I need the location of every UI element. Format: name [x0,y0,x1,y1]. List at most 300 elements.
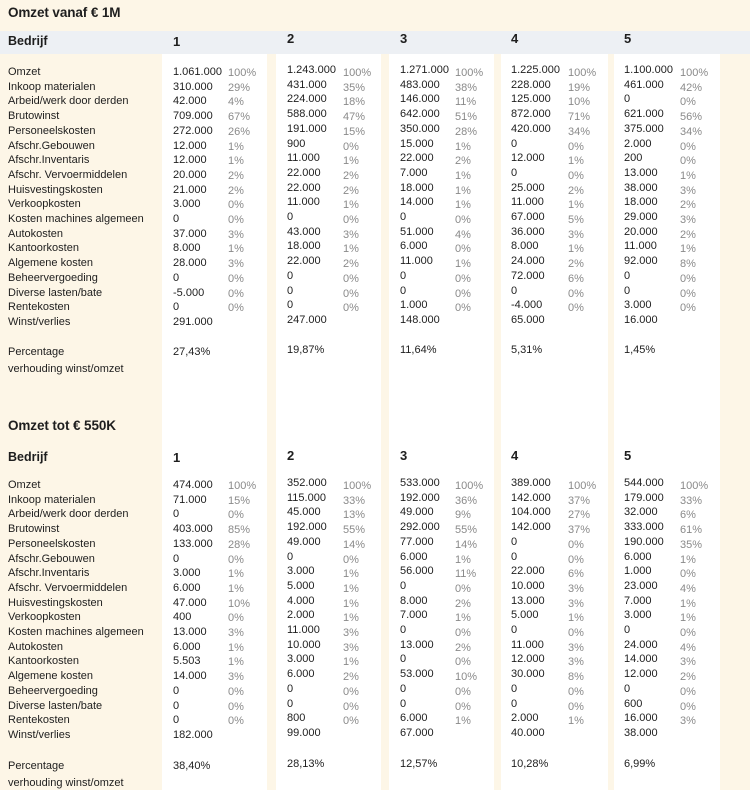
cell-value: 142.000 [511,491,551,504]
cell-value: 224.000 [287,93,327,106]
cell-value: 8.000 [511,240,539,253]
cell-percentage: 18% [343,96,366,109]
cell-value: 36.000 [511,225,545,238]
cell-value: 43.000 [287,225,321,238]
cell-percentage: 1% [680,597,696,610]
cell-percentage: 3% [343,641,359,654]
cell-percentage: 35% [680,538,703,551]
cell-percentage: 10% [455,671,478,684]
table-row [0,271,750,286]
cell-percentage: 8% [568,671,584,684]
row-label: Omzet [8,479,41,491]
cell-percentage: 29% [228,81,251,94]
cell-value: 182.000 [173,728,213,741]
company-number: 4 [511,448,519,463]
cell-percentage: 13% [343,509,366,522]
cell-percentage: 1% [680,553,696,566]
cell-value: 1.243.000 [287,64,336,76]
company-header-label: Bedrijf [8,34,48,48]
cell-value: 1.000 [400,299,428,312]
cell-value: 6.000 [624,550,652,563]
cell-percentage: 0% [568,287,584,300]
cell-percentage: 2% [455,155,471,168]
cell-percentage: 0% [343,214,359,226]
cell-percentage: 0% [343,685,359,698]
cell-value: 22.000 [287,181,321,194]
cell-value: 30.000 [511,668,545,681]
cell-value: 389.000 [511,477,551,489]
cell-percentage: 55% [343,524,366,537]
cell-value: 24.000 [511,255,545,268]
cell-percentage: 2% [568,258,584,271]
cell-percentage: 26% [228,125,251,138]
cell-percentage: 10% [228,597,251,610]
cell-value: 20.000 [624,225,658,238]
cell-percentage: 3% [568,641,584,654]
cell-percentage: 0% [228,612,244,625]
row-label: Autokosten [8,640,64,653]
row-label: Afschr. Vervoermiddelen [8,581,128,594]
row-label: Arbeid/werk door derden [8,95,129,108]
cell-value: 474.000 [173,479,213,491]
cell-percentage: 3% [568,656,584,669]
cell-value: 20.000 [173,168,207,181]
row-label: Huisvestingskosten [8,596,103,609]
cell-percentage: 0% [228,553,244,566]
cell-value: 24.000 [624,638,658,651]
cell-value: 0 [511,624,518,636]
cell-value: 0 [287,697,294,710]
ratio-label-line1: Percentage [8,346,65,358]
cell-percentage: 1% [680,243,696,256]
cell-percentage: 1% [680,612,696,625]
row-label: Rentekosten [8,714,70,727]
ratio-label-line1: Percentage [8,760,65,772]
cell-value: 3.000 [287,653,315,666]
cell-percentage: 1% [455,169,471,182]
row-label: Brutowinst [8,110,60,123]
cell-percentage: 0% [343,553,359,566]
cell-value: 13.000 [173,626,207,638]
cell-value: 11.000 [511,638,544,651]
row-label: Kantoorkosten [8,242,79,255]
ratio-value: 5,31% [511,344,543,356]
cell-value: 1.271.000 [400,64,449,76]
row-label: Kosten machines algemeen [8,626,144,638]
cell-value: 37.000 [173,227,207,240]
cell-value: 45.000 [287,506,321,519]
cell-value: 0 [511,166,518,179]
row-label: Winst/verlies [8,315,71,328]
cell-value: 6.000 [173,581,201,594]
cell-value: 28.000 [173,257,207,270]
company-number: 4 [511,31,519,46]
cell-percentage: 1% [228,656,244,669]
cell-percentage: 9% [455,509,471,522]
cell-percentage: 0% [343,287,359,300]
cell-percentage: 34% [680,125,703,138]
cell-value: 10.000 [287,638,321,651]
cell-value: 0 [400,697,407,710]
cell-value: 872.000 [511,108,551,121]
row-label: Kantoorkosten [8,655,79,668]
cell-value: 0 [511,682,518,695]
cell-value: 11.000 [287,196,320,209]
cell-percentage: 1% [343,612,359,625]
cell-percentage: 3% [568,228,584,241]
cell-value: 51.000 [400,225,434,238]
cell-percentage: 0% [228,509,244,522]
cell-percentage: 0% [455,700,471,713]
cell-percentage: 4% [680,641,696,654]
cell-percentage: 37% [568,494,591,507]
cell-percentage: 37% [568,524,591,537]
cell-value: 38.000 [624,181,658,194]
cell-value: 49.000 [400,506,434,519]
cell-percentage: 1% [568,155,584,168]
cell-percentage: 1% [228,568,244,581]
cell-percentage: 0% [455,302,471,315]
cell-percentage: 0% [455,272,471,285]
ratio-value: 1,45% [624,344,656,356]
cell-value: 72.000 [511,269,545,282]
cell-percentage: 0% [455,656,471,669]
cell-percentage: 1% [455,553,471,566]
cell-value: 22.000 [287,255,321,268]
ratio-value: 27,43% [173,346,211,358]
cell-percentage: 6% [568,272,584,285]
cell-percentage: 27% [568,509,591,522]
cell-value: 0 [624,682,631,695]
cell-value: 0 [624,624,631,636]
cell-value: 14.000 [624,653,658,666]
cell-value: 0 [287,284,294,297]
cell-value: 483.000 [400,78,440,91]
table-row [0,80,750,95]
cell-percentage: 42% [680,81,703,94]
cell-value: 3.000 [173,198,201,211]
cell-percentage: 3% [228,671,244,684]
cell-percentage: 3% [680,715,696,728]
cell-value: 0 [173,213,180,225]
cell-percentage: 0% [680,140,696,153]
cell-value: 400 [173,611,192,624]
cell-percentage: 100% [228,480,257,492]
cell-value: 0 [173,301,180,314]
cell-value: 148.000 [400,313,440,326]
cell-percentage: 1% [455,715,471,728]
cell-percentage: 8% [680,258,696,271]
ratio-label [8,345,168,376]
cell-percentage: 0% [680,96,696,109]
cell-value: 2.000 [624,137,652,150]
row-label: Winst/verlies [8,728,71,741]
cell-percentage: 100% [228,67,257,79]
cell-percentage: 0% [228,715,244,728]
row-label: Diverse lasten/bate [8,286,103,299]
row-label: Afschr. Vervoermiddelen [8,168,128,181]
cell-percentage: 0% [228,272,244,285]
ratio-value: 28,13% [287,758,325,770]
cell-value: 11.000 [624,240,657,253]
cell-percentage: 10% [568,96,591,109]
cell-percentage: 11% [455,568,477,581]
cell-percentage: 0% [568,302,584,315]
cell-value: 18.000 [400,181,434,194]
cell-value: 12.000 [511,152,545,165]
cell-percentage: 1% [568,612,584,625]
cell-percentage: 0% [455,582,471,595]
cell-value: 0 [173,271,180,284]
row-label: Kosten machines algemeen [8,213,144,225]
cell-percentage: 100% [680,67,709,79]
cell-value: 142.000 [511,521,551,534]
cell-value: 18.000 [624,196,658,209]
ratio-label-line2: verhouding winst/omzet [8,777,124,789]
row-label: Omzet [8,66,41,78]
cell-percentage: 0% [680,272,696,285]
cell-value: 13.000 [511,594,545,607]
cell-value: 642.000 [400,108,440,121]
cell-percentage: 11% [455,96,477,109]
cell-percentage: 1% [455,184,471,197]
cell-percentage: 15% [228,494,251,507]
cell-value: 22.000 [511,565,545,578]
ratio-value: 6,99% [624,758,656,770]
cell-percentage: 0% [343,715,359,728]
cell-value: 588.000 [287,108,327,121]
cell-percentage: 2% [455,641,471,654]
cell-value: 7.000 [400,166,428,179]
cell-value: 5.503 [173,655,201,668]
cell-value: 600 [624,697,643,710]
cell-value: 709.000 [173,110,213,123]
table-row [0,669,750,684]
cell-value: 0 [400,624,407,636]
cell-value: 0 [400,682,407,695]
cell-percentage: 100% [680,480,709,492]
cell-percentage: 1% [343,155,359,168]
cell-percentage: 1% [228,155,244,168]
cell-percentage: 0% [343,140,359,153]
cell-value: 6.000 [400,712,428,725]
cell-value: 6.000 [287,668,315,681]
cell-percentage: 2% [228,169,244,182]
cell-value: 0 [287,682,294,695]
cell-percentage: 33% [343,494,366,507]
table-row [0,610,750,625]
cell-percentage: 47% [343,111,366,124]
cell-percentage: 0% [343,302,359,315]
row-label: Beheervergoeding [8,684,98,697]
cell-percentage: 15% [343,125,366,138]
company-number: 5 [624,448,632,463]
cell-value: 621.000 [624,108,664,121]
cell-value: 15.000 [400,137,434,150]
cell-value: 7.000 [624,594,652,607]
cell-value: 0 [624,93,631,106]
cell-value: 6.000 [173,640,201,653]
cell-percentage: 34% [568,125,591,138]
ratio-value: 10,28% [511,758,549,770]
cell-value: 0 [400,211,407,223]
cell-percentage: 0% [680,627,696,639]
company-number: 5 [624,31,632,46]
row-label: Inkoop materialen [8,80,96,93]
cell-value: 1.100.000 [624,64,673,76]
cell-percentage: 2% [343,258,359,271]
ratio-value: 11,64% [400,344,437,356]
row-label: Arbeid/werk door derden [8,508,129,521]
row-label: Beheervergoeding [8,271,98,284]
cell-value: 4.000 [287,594,315,607]
cell-value: 13.000 [400,638,434,651]
cell-percentage: 4% [680,582,696,595]
company-number: 1 [173,450,181,465]
cell-value: 12.000 [511,653,545,666]
cell-percentage: 55% [455,524,478,537]
cell-percentage: 0% [228,700,244,713]
row-label: Personeelskosten [8,124,96,137]
cell-percentage: 56% [680,111,703,124]
cell-value: 310.000 [173,80,213,93]
cell-value: 375.000 [624,122,664,135]
cell-value: 0 [400,284,407,297]
cell-percentage: 1% [455,199,471,212]
cell-percentage: 100% [343,67,372,79]
cell-percentage: 67% [228,111,251,124]
cell-value: 8.000 [400,594,428,607]
cell-value: 16.000 [624,313,658,326]
cell-percentage: 14% [455,538,478,551]
cell-value: 0 [400,269,407,282]
cell-percentage: 2% [680,199,696,212]
cell-value: 42.000 [173,95,207,108]
cell-value: 0 [173,699,180,712]
cell-value: 14.000 [173,670,207,683]
cell-value: 0 [511,550,518,563]
cell-value: 0 [287,299,294,312]
cell-percentage: 0% [455,243,471,256]
row-label: Verkoopkosten [8,198,81,211]
cell-percentage: 0% [228,685,244,698]
ratio-label-line2: verhouding winst/omzet [8,363,124,375]
cell-percentage: 0% [228,199,244,212]
cell-value: 11.000 [400,255,433,268]
cell-value: 0 [287,269,294,282]
cell-percentage: 4% [455,228,471,241]
cell-value: 800 [287,712,306,725]
cell-percentage: 0% [228,214,244,226]
cell-percentage: 0% [343,700,359,713]
cell-value: 1.225.000 [511,64,560,76]
cell-percentage: 3% [680,214,696,226]
cell-value: 6.000 [400,240,428,253]
cell-value: 21.000 [173,183,207,196]
cell-value: 11.000 [287,624,320,636]
cell-percentage: 1% [568,243,584,256]
cell-value: 14.000 [400,196,434,209]
company-number: 3 [400,31,408,46]
cell-value: 11.000 [287,152,320,165]
section-title: Omzet vanaf € 1M [8,5,121,20]
cell-value: 333.000 [624,521,664,534]
cell-percentage: 3% [228,627,244,639]
cell-percentage: 85% [228,524,251,537]
cell-percentage: 0% [680,685,696,698]
cell-value: 461.000 [624,78,664,91]
cell-value: 0 [173,552,180,565]
cell-value: 10.000 [511,579,545,592]
cell-percentage: 1% [228,243,244,256]
cell-value: 49.000 [287,535,321,548]
cell-value: 292.000 [400,521,440,534]
cell-value: 0 [400,653,407,666]
cell-value: 1.000 [624,565,652,578]
cell-value: 115.000 [287,491,326,504]
cell-value: 38.000 [624,726,658,739]
cell-value: 247.000 [287,313,327,326]
cell-value: 0 [511,535,518,548]
cell-value: 0 [511,137,518,150]
cell-value: -4.000 [511,299,543,312]
row-label: Algemene kosten [8,257,93,270]
cell-value: 0 [511,697,518,710]
cell-value: 125.000 [511,93,551,106]
cell-value: 1.061.000 [173,66,222,78]
cell-value: 0 [173,684,180,697]
cell-percentage: 0% [568,140,584,153]
ratio-value: 12,57% [400,758,438,770]
cell-value: 352.000 [287,477,327,489]
cell-percentage: 100% [455,480,484,492]
cell-percentage: 3% [343,228,359,241]
row-label: Afschr.Inventaris [8,154,90,167]
cell-value: 0 [173,714,180,727]
cell-value: 191.000 [287,122,327,135]
cell-value: 350.000 [400,122,440,135]
cell-value: 53.000 [400,668,434,681]
cell-percentage: 0% [680,700,696,713]
cell-value: 3.000 [173,567,201,580]
cell-value: 431.000 [287,78,327,91]
row-label: Afschr.Gebouwen [8,552,95,565]
cell-percentage: 5% [568,214,584,226]
ratio-value: 19,87% [287,344,325,356]
row-label: Autokosten [8,227,64,240]
cell-value: 2.000 [511,712,539,725]
cell-value: -5.000 [173,286,205,299]
cell-percentage: 4% [228,96,244,109]
cell-percentage: 28% [228,538,251,551]
cell-value: 29.000 [624,211,658,223]
cell-value: 8.000 [173,242,201,255]
row-label: Brutowinst [8,523,60,536]
cell-value: 0 [624,269,631,282]
cell-value: 291.000 [173,315,213,328]
cell-value: 544.000 [624,477,664,489]
row-label: Personeelskosten [8,537,96,550]
company-number: 1 [173,34,181,49]
cell-value: 0 [287,211,294,223]
cell-percentage: 100% [568,480,597,492]
company-number: 3 [400,448,408,463]
cell-value: 40.000 [511,726,545,739]
cell-percentage: 2% [228,184,244,197]
cell-percentage: 33% [680,494,703,507]
cell-value: 3.000 [287,565,315,578]
cell-percentage: 0% [680,287,696,300]
